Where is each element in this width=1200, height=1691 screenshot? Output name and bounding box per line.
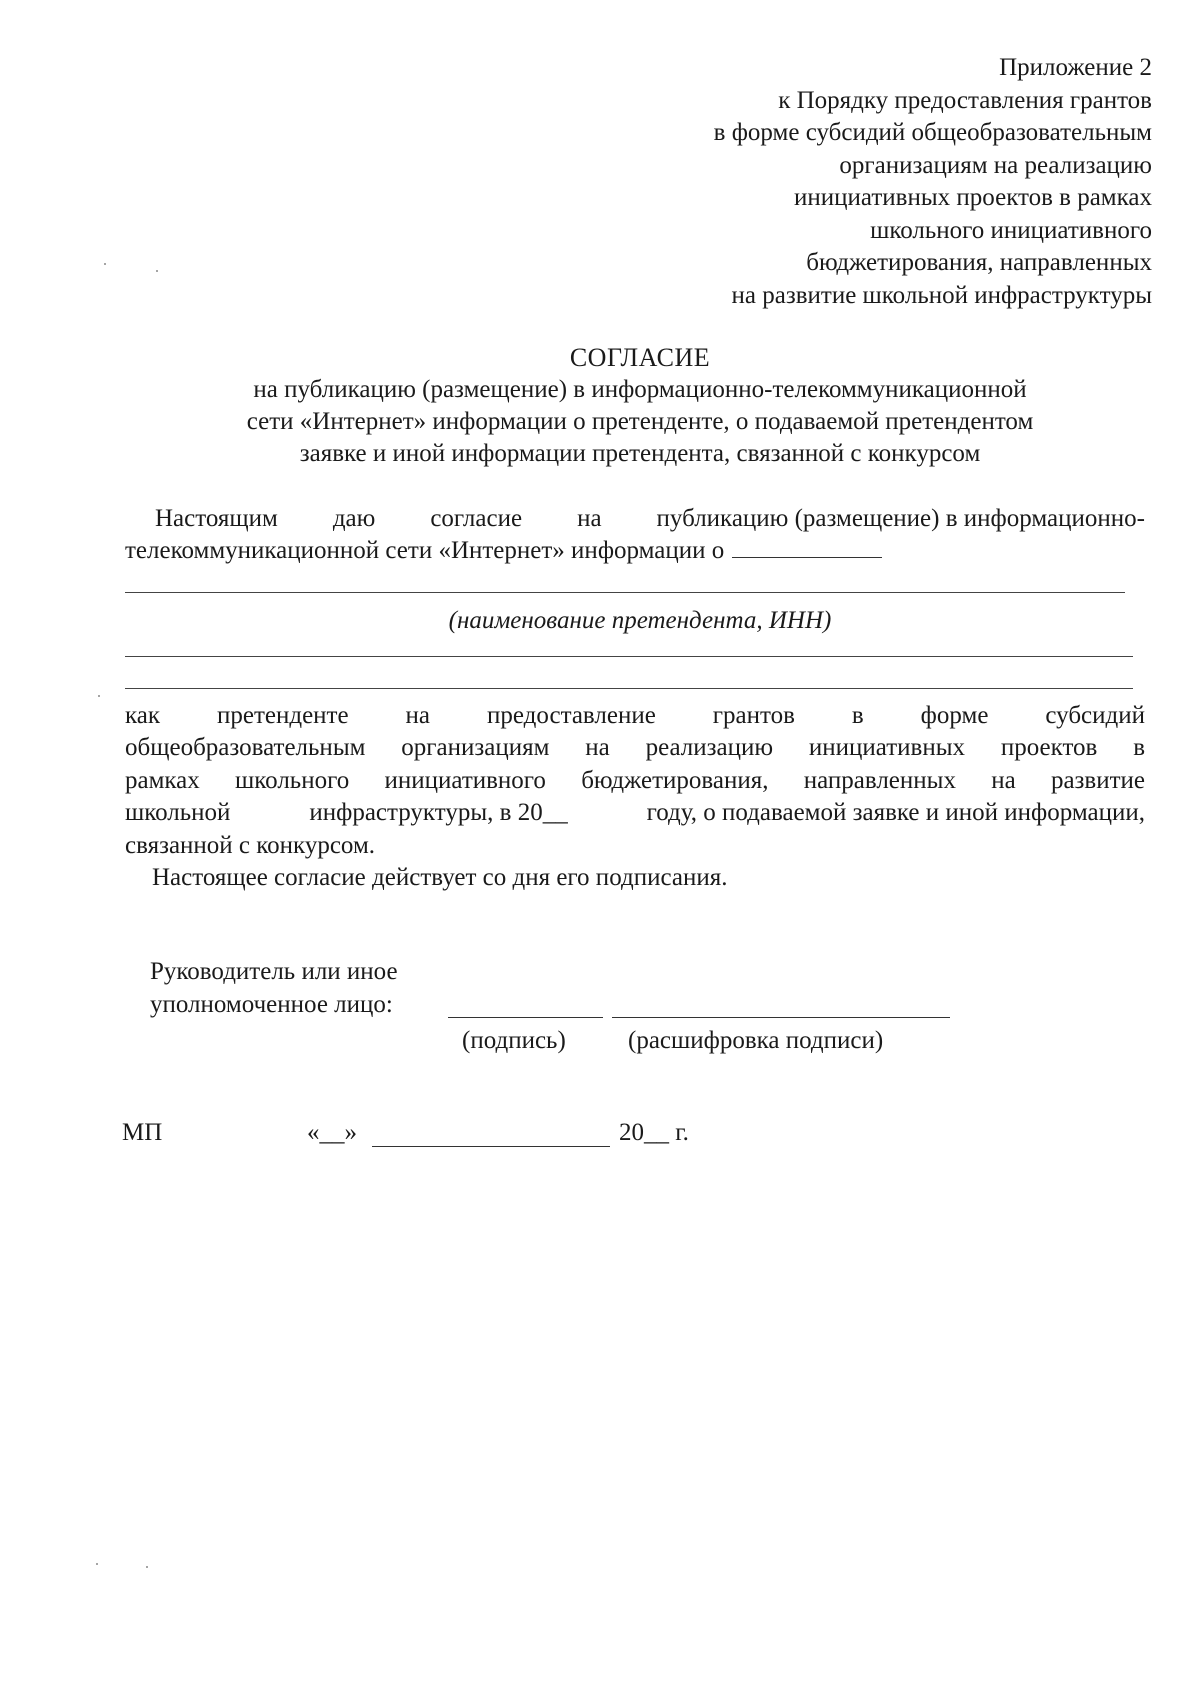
word: на bbox=[585, 734, 610, 762]
word: школьной bbox=[125, 799, 231, 827]
paragraph-line bbox=[125, 797, 1145, 829]
word: в bbox=[851, 702, 864, 729]
scan-speck bbox=[104, 263, 106, 265]
applicant-line[interactable] bbox=[125, 592, 1125, 593]
word: бюджетирования, bbox=[581, 766, 769, 794]
applicant-line[interactable] bbox=[125, 688, 1133, 689]
word: общеобразовательным bbox=[125, 734, 366, 762]
word: грантов bbox=[712, 702, 795, 729]
document-title bbox=[120, 342, 1160, 470]
signer-label: Руководитель или иное bbox=[150, 958, 398, 985]
scan-speck bbox=[156, 270, 158, 272]
applicant-line[interactable] bbox=[125, 656, 1133, 657]
date-year: 20__ г. bbox=[619, 1119, 689, 1146]
word: субсидий bbox=[1045, 702, 1145, 729]
word: даю bbox=[332, 505, 376, 532]
word: организациям bbox=[401, 734, 550, 762]
paragraph-line bbox=[125, 503, 1145, 535]
date-day: «__» bbox=[307, 1119, 357, 1146]
word: развитие bbox=[1050, 766, 1145, 794]
annex-header bbox=[714, 52, 1152, 312]
scan-speck bbox=[146, 1566, 148, 1568]
stamp-place-label: МП bbox=[122, 1119, 163, 1146]
signer-label: уполномоченное лицо: bbox=[150, 991, 393, 1018]
scan-speck bbox=[98, 695, 100, 697]
applicant-paragraph bbox=[125, 700, 1145, 862]
title-line: на публикацию (размещение) в информационно-телекоммуникационной bbox=[253, 376, 1027, 403]
applicant-caption: (наименование претендента, ИНН) bbox=[448, 607, 832, 634]
word: проектов bbox=[1000, 734, 1098, 762]
word: инициативных bbox=[808, 734, 966, 762]
title-line: заявке и иной информации претендента, связанной с конкурсом bbox=[299, 440, 981, 467]
word: согласие bbox=[430, 505, 523, 532]
paragraph-text: телекоммуникационной сети «Интернет» информации о bbox=[125, 537, 725, 564]
title-heading: СОГЛАСИЕ bbox=[569, 343, 711, 372]
word: предоставление bbox=[487, 702, 656, 729]
annex-line: бюджетирования, направленных bbox=[806, 249, 1152, 276]
consent-paragraph bbox=[125, 503, 1145, 567]
word: претенденте bbox=[216, 702, 349, 729]
word: школьного bbox=[235, 766, 350, 794]
title-line: сети «Интернет» информации о претенденте, о подаваемой претендентом bbox=[246, 408, 1034, 435]
annex-line: в форме субсидий общеобразовательным bbox=[713, 119, 1152, 146]
annex-line: на развитие школьной инфраструктуры bbox=[731, 281, 1152, 309]
word: рамках bbox=[125, 766, 200, 794]
word: публикацию (размещение) в информационно- bbox=[656, 505, 1145, 532]
paragraph-line bbox=[125, 700, 1145, 732]
date-month-line[interactable] bbox=[372, 1146, 610, 1147]
paragraph-line: связанной с конкурсом. bbox=[125, 831, 376, 859]
word: направленных bbox=[803, 766, 956, 794]
word: реализацию bbox=[645, 734, 774, 762]
word: инфраструктуры, в 20__ bbox=[309, 799, 568, 827]
annex-line: Приложение 2 bbox=[999, 54, 1152, 81]
decoding-caption: (расшифровка подписи) bbox=[628, 1027, 884, 1054]
word: на bbox=[577, 505, 602, 532]
signature-line[interactable] bbox=[448, 1017, 603, 1018]
paragraph-line bbox=[125, 765, 1145, 797]
word: Настоящим bbox=[155, 505, 278, 532]
word: инициативного bbox=[384, 766, 546, 794]
word: году, о подаваемой заявке и иной информации, bbox=[646, 799, 1145, 827]
signature-caption: (подпись) bbox=[462, 1027, 566, 1054]
annex-line: школьного инициативного bbox=[870, 216, 1152, 244]
scan-speck bbox=[96, 1563, 98, 1565]
word: на bbox=[405, 702, 431, 729]
annex-line: организациям на реализацию bbox=[839, 151, 1152, 179]
applicant-blank[interactable] bbox=[732, 535, 882, 558]
word: на bbox=[991, 766, 1016, 794]
validity-paragraph: Настоящее согласие действует со дня его подписания. bbox=[152, 864, 728, 891]
paragraph-line bbox=[125, 732, 1145, 764]
word: форме bbox=[920, 702, 989, 729]
word: как bbox=[125, 702, 161, 729]
signer-block bbox=[150, 955, 398, 1021]
annex-line: к Порядку предоставления грантов bbox=[778, 86, 1152, 114]
signature-decoding-line[interactable] bbox=[612, 1017, 950, 1018]
word: в bbox=[1133, 734, 1145, 762]
annex-line: инициативных проектов в рамках bbox=[794, 184, 1152, 211]
paragraph-line bbox=[125, 535, 1145, 567]
